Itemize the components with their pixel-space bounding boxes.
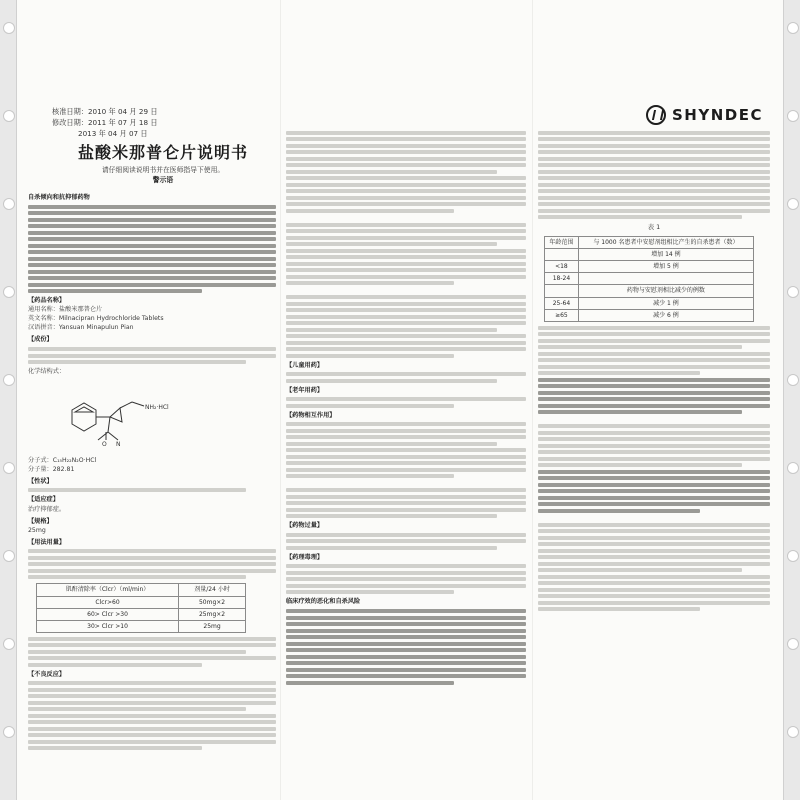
- approval-date: 核准日期：2010 年 04 月 29 日: [52, 107, 158, 116]
- table-row: [545, 249, 754, 261]
- table-cell: 18-24: [545, 273, 579, 285]
- brand-logo: [646, 104, 786, 126]
- table-row: [545, 297, 754, 309]
- table-cell: [578, 273, 753, 285]
- insert-sheet: [22, 0, 778, 800]
- svg-text:O: O: [102, 440, 107, 448]
- table-cell: [545, 285, 579, 297]
- table-cell: 25mg: [179, 620, 246, 632]
- read-instructions-note: 请仔细阅读说明书并在医师指导下使用。: [101, 166, 225, 174]
- table-cell: 50mg×2: [179, 596, 246, 608]
- table-cell: [545, 249, 579, 261]
- ingredients-heading: 【成份】: [28, 336, 53, 344]
- table-cell: Clcr>60: [37, 596, 179, 608]
- table-cell: 60> Clcr >30: [37, 608, 179, 620]
- column-2: [286, 128, 526, 790]
- document-subtitle: [50, 165, 276, 185]
- dose-table-header: 剂量/24 小时: [179, 584, 246, 596]
- english-name: 英文名称：Milnacipran Hydrochloride Tablets: [28, 315, 164, 323]
- molecular-weight: 分子量：282.81: [28, 465, 75, 473]
- table-row: [545, 261, 754, 273]
- pinyin-name: 汉语拼音：Yansuan Minapulun Pian: [28, 324, 134, 332]
- pediatric-use-heading: 【儿童用药】: [286, 361, 324, 369]
- approval-dates: [52, 106, 158, 139]
- table-caption: 表 1: [647, 223, 661, 231]
- table-row: [545, 273, 754, 285]
- svg-text:NH₂·HCl: NH₂·HCl: [145, 403, 169, 411]
- renal-dose-table: [36, 583, 246, 632]
- column-1: [28, 190, 276, 790]
- table-row: [37, 608, 246, 620]
- specification-heading: 【规格】: [28, 517, 53, 525]
- adverse-reactions-heading: 【不良反应】: [28, 670, 66, 678]
- document-title: 盐酸米那普仑片说明书: [77, 143, 248, 162]
- brand-name: SHYNDEC: [672, 106, 763, 124]
- drug-interactions-heading: 【药物相互作用】: [286, 411, 336, 419]
- table-cell: 25mg×2: [179, 608, 246, 620]
- svg-text:N: N: [116, 440, 121, 448]
- suicidality-risk-table: [544, 236, 754, 322]
- chemical-structure-label: 化学结构式：: [28, 367, 66, 375]
- clinical-worsening-heading: 临床疗效的恶化和自杀风险: [286, 598, 361, 606]
- dose-table-header: 肌酐清除率（Clcr）（ml/min）: [37, 584, 179, 596]
- molecular-formula: 分子式：C₁₅H₂₂N₂O·HCl: [28, 456, 97, 464]
- table-row: [545, 309, 754, 321]
- table-row: [545, 285, 754, 297]
- revision-date-2: 2013 年 04 月 07 日: [78, 129, 148, 138]
- table-cell: 30> Clcr >10: [37, 620, 179, 632]
- chemical-structure-diagram: [58, 380, 178, 452]
- indication-text: 治疗抑郁症。: [28, 505, 66, 513]
- warning-label: 警示语: [152, 176, 174, 184]
- table-cell: 减少 1 例: [578, 297, 753, 309]
- elderly-use-heading: 【老年用药】: [286, 386, 324, 394]
- brand-mark-icon: [646, 105, 666, 125]
- generic-name: 通用名称：盐酸米那普仑片: [28, 306, 103, 314]
- warning-section-heading: 自杀倾向和抗抑郁药物: [28, 194, 90, 201]
- table-cell: 增加 5 例: [578, 261, 753, 273]
- table-cell: <18: [545, 261, 579, 273]
- table-header: 年龄范围: [545, 237, 579, 249]
- left-perforated-strip: [0, 0, 17, 800]
- pharmacology-heading: 【药理毒理】: [286, 553, 324, 561]
- table-cell: 25-64: [545, 297, 579, 309]
- overdose-heading: 【药物过量】: [286, 522, 324, 530]
- table-cell: ≥65: [545, 309, 579, 321]
- specification-value: 25mg: [28, 526, 46, 534]
- properties-heading: 【性状】: [28, 477, 53, 485]
- table-cell: 增加 14 例: [578, 249, 753, 261]
- table-cell: 药物与安慰剂相比减少的例数: [578, 285, 753, 297]
- revision-date: 修改日期：2011 年 07 月 18 日: [52, 118, 158, 127]
- indication-heading: 【适应症】: [28, 496, 59, 504]
- table-row: [37, 596, 246, 608]
- table-cell: 减少 6 例: [578, 309, 753, 321]
- table-header: 与 1000 名患者中安慰剂组相比产生的自杀患者（数）: [578, 237, 753, 249]
- column-3: [538, 128, 770, 790]
- drug-name-heading: 【药品名称】: [28, 297, 66, 305]
- table-row: [37, 620, 246, 632]
- dosage-heading: 【用法用量】: [28, 538, 66, 546]
